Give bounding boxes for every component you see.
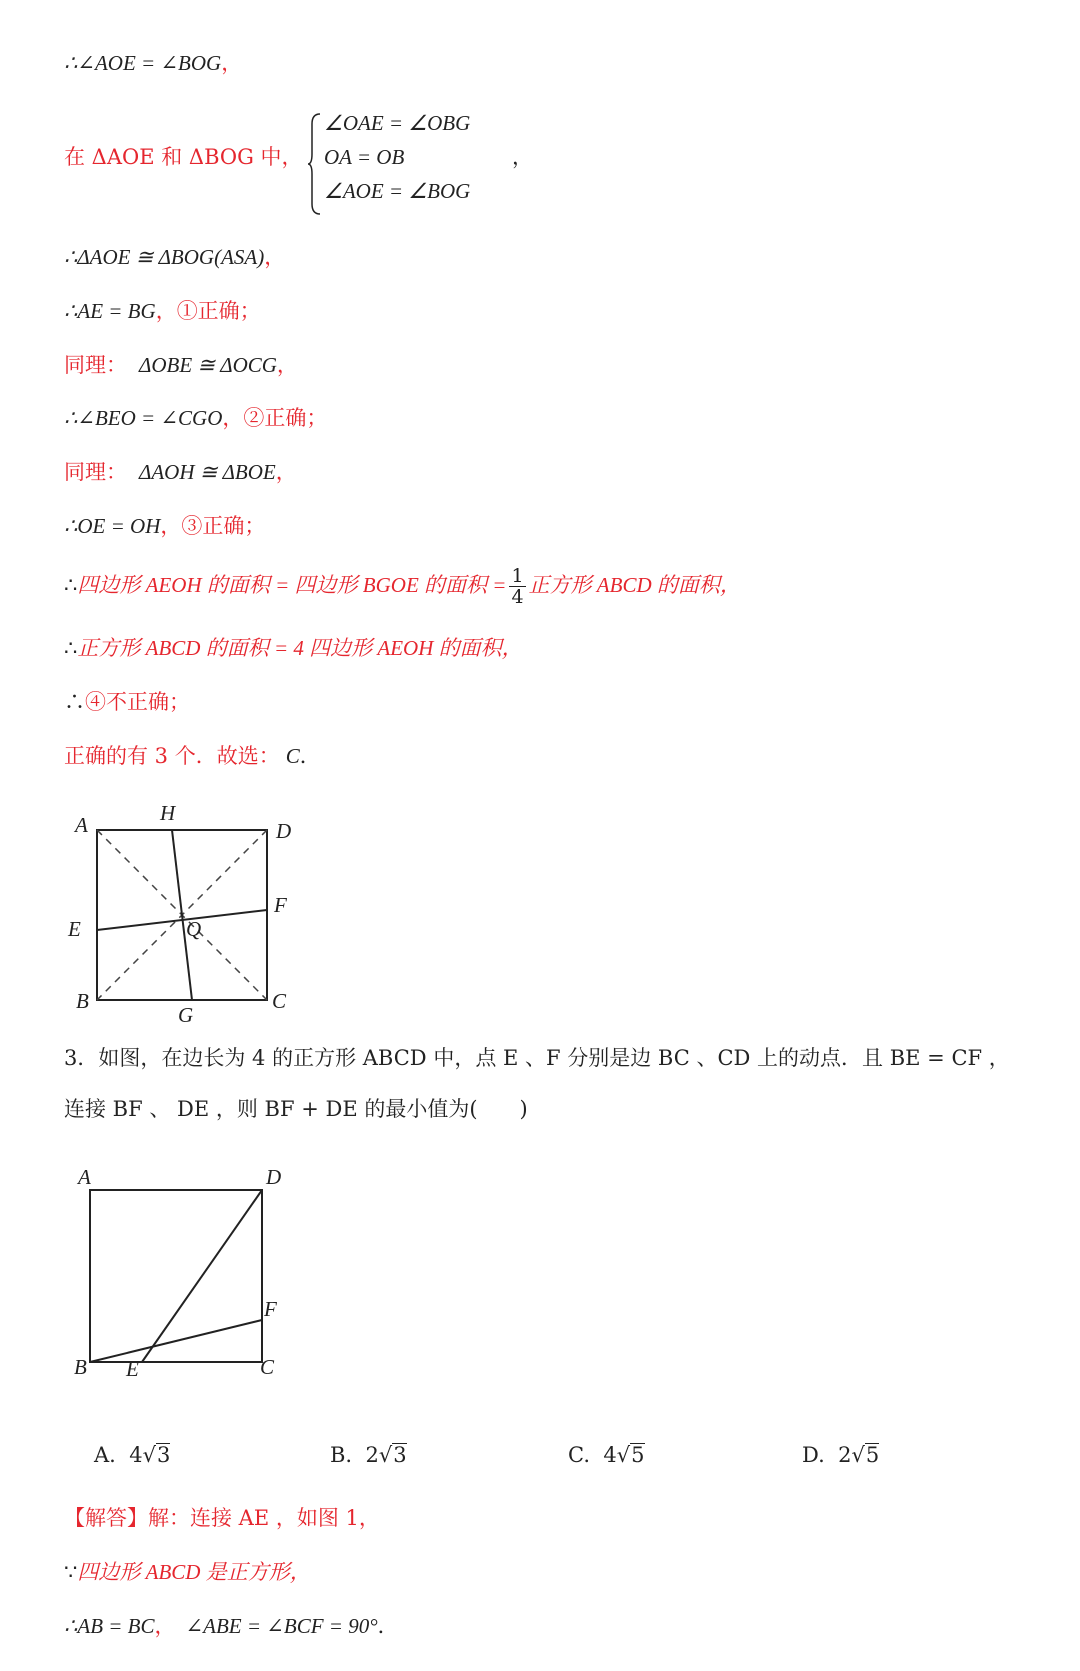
- text: 四边形 ABCD 是正方形，: [77, 1560, 311, 1584]
- label: 同理：: [64, 460, 127, 484]
- left-brace: [308, 112, 322, 216]
- figure-square-bf-de: [60, 1150, 300, 1380]
- square-abcd: [90, 1190, 262, 1362]
- label-q: Q: [186, 917, 202, 941]
- segment-bf: [90, 1320, 262, 1362]
- radicand: 3: [156, 1443, 171, 1467]
- option-a: A. 4√3: [94, 1443, 171, 1467]
- punct: ，: [276, 353, 298, 377]
- text: 正方形 ABCD 的面积 = 4 四边形 AEOH 的面积，: [77, 636, 523, 660]
- system-tail: ，: [512, 145, 533, 169]
- coefficient: 4: [129, 1443, 143, 1467]
- label-c: C: [260, 1355, 275, 1379]
- segment-de: [142, 1190, 262, 1362]
- denominator: 4: [511, 586, 524, 608]
- answer: C: [285, 744, 300, 768]
- area-tail: 正方形 ABCD 的面积，: [528, 573, 741, 597]
- math: ∴AB = BC: [64, 1614, 155, 1638]
- label-f: F: [274, 893, 287, 917]
- radicand: 5: [631, 1443, 645, 1467]
- punct: ，: [155, 299, 177, 323]
- figure-square-diagonals: [60, 800, 320, 1030]
- radicand: 5: [865, 1443, 880, 1467]
- math: ∴OE = OH: [64, 514, 161, 538]
- system-eq-2: OA = OB: [324, 145, 405, 169]
- punct: ，: [264, 245, 286, 269]
- label-a: A: [78, 1165, 91, 1189]
- label-g: G: [178, 1003, 194, 1027]
- option-letter: D.: [802, 1443, 825, 1467]
- coefficient: 2: [365, 1443, 379, 1467]
- because: ∵: [64, 1560, 78, 1584]
- math: ΔOBE ≅ ΔOCG: [139, 353, 277, 377]
- proof-line-9: [64, 566, 741, 607]
- label-b: B: [76, 989, 89, 1013]
- question-line-1: 3．如图，在边长为 4 的正方形 ABCD 中，点 E 、F 分别是边 BC 、CD 上的动点．且 BE = CF ，: [64, 1046, 1010, 1070]
- label-d: D: [266, 1165, 282, 1189]
- label-e: E: [68, 917, 81, 941]
- note: ①正确；: [176, 299, 261, 323]
- punct: ，: [275, 460, 297, 484]
- system-eq-3: ∠AOE = ∠BOG: [324, 179, 471, 203]
- label-c: C: [272, 989, 287, 1013]
- triangle-compare-label: 在 ΔAOE 和 ΔBOG 中，: [64, 145, 303, 169]
- math-2: ∠ABE = ∠BCF = 90°: [185, 1614, 378, 1638]
- label-h: H: [160, 801, 176, 825]
- punct: ，: [154, 1614, 176, 1638]
- coefficient: 2: [838, 1443, 852, 1467]
- punct: ，: [160, 514, 182, 538]
- label-a: A: [75, 813, 88, 837]
- solution-line-1: 【解答】解：连接 AE ，如图 1，: [64, 1506, 380, 1530]
- proof-line-3: [64, 242, 285, 272]
- math: ∴AE = BG: [64, 299, 156, 323]
- option-c: C. 4√5: [568, 1443, 645, 1467]
- proof-line-11: [64, 687, 190, 717]
- solution-line-2: [64, 1557, 311, 1587]
- text: ④不正确；: [85, 690, 190, 714]
- punct: ．: [377, 1614, 399, 1638]
- therefore: ∴: [64, 690, 85, 714]
- area-equation: 四边形 AEOH 的面积 = 四边形 BGOE 的面积 =: [77, 573, 507, 597]
- note: ②正确；: [243, 406, 328, 430]
- punct: ，: [221, 51, 243, 75]
- math: ∴∠AOE = ∠BOG: [64, 51, 222, 75]
- option-d: D. 2√5: [802, 1443, 880, 1467]
- proof-line-8: [64, 511, 265, 541]
- conclusion: 正确的有 3 个．故选：: [64, 744, 280, 768]
- option-letter: C.: [568, 1443, 590, 1467]
- therefore: ∴: [64, 573, 78, 597]
- question-line-2: 连接 BF 、 DE ，则 BF + DE 的最小值为( ): [64, 1097, 528, 1121]
- label-b: B: [74, 1355, 87, 1379]
- radicand: 3: [393, 1443, 407, 1467]
- label-d: D: [276, 819, 292, 843]
- math: ∴ΔAOE ≅ ΔBOG(ASA): [64, 245, 265, 269]
- fraction: [509, 566, 525, 607]
- proof-line-1: [64, 48, 242, 78]
- label-e: E: [126, 1357, 139, 1380]
- numerator: 1: [511, 565, 524, 587]
- punct: ，: [222, 406, 244, 430]
- proof-line-10: [64, 633, 523, 663]
- proof-line-12: [64, 741, 321, 771]
- math: ΔAOH ≅ ΔBOE: [139, 460, 276, 484]
- system-eq-1: ∠OAE = ∠OBG: [324, 111, 471, 135]
- label: 同理：: [64, 353, 127, 377]
- therefore: ∴: [64, 636, 78, 660]
- proof-line-5: [64, 350, 298, 380]
- segment-hg: [172, 830, 192, 1000]
- solution-line-3: [64, 1611, 399, 1641]
- proof-line-6: [64, 403, 327, 433]
- note: ③正确；: [181, 514, 266, 538]
- coefficient: 4: [603, 1443, 617, 1467]
- proof-line-4: [64, 296, 261, 326]
- punct: ．: [299, 744, 321, 768]
- proof-line-2: [64, 142, 303, 172]
- option-letter: A.: [94, 1443, 116, 1467]
- option-b: B. 2√3: [330, 1443, 407, 1467]
- label-f: F: [264, 1297, 277, 1321]
- math: ∴∠BEO = ∠CGO: [64, 406, 223, 430]
- proof-line-7: [64, 457, 297, 487]
- option-letter: B.: [330, 1443, 353, 1467]
